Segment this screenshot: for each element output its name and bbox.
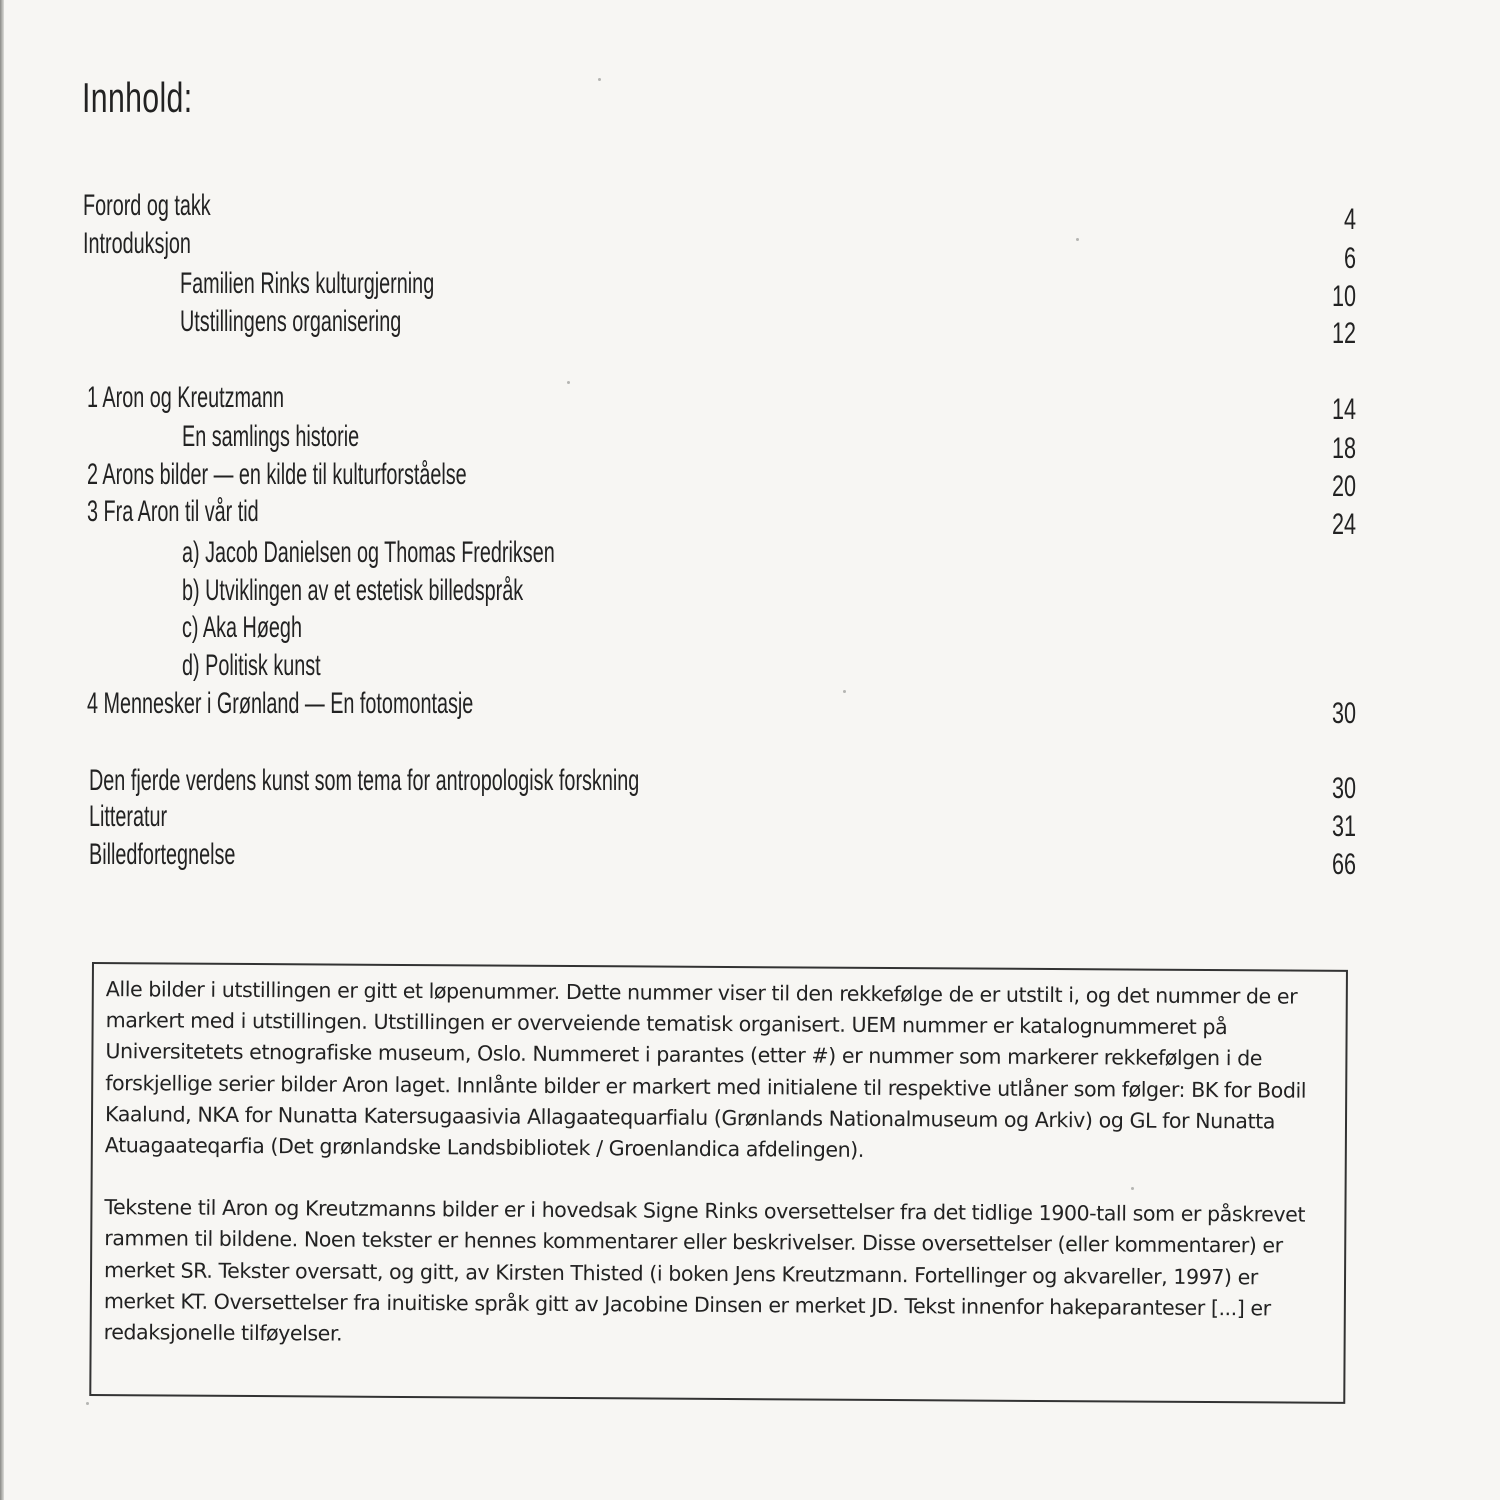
toc-entry-label: Utstillingens organisering (180, 305, 402, 338)
toc-entry-page: 12 (1331, 317, 1356, 350)
toc-entry-page: 30 (1331, 697, 1356, 730)
toc-entry-label: En samlings historie (182, 420, 360, 453)
paper-speck (1076, 238, 1079, 241)
toc-entry-label: d) Politisk kunst (182, 649, 321, 682)
explanatory-note-box (89, 962, 1348, 1404)
toc-entry-label: 3 Fra Aron til vår tid (87, 495, 259, 528)
toc-entry-page: 20 (1331, 470, 1356, 503)
toc-entry-label: Introduksjon (83, 227, 191, 260)
toc-entry-page: 4 (1343, 203, 1356, 236)
paper-speck (598, 78, 601, 81)
toc-entry-label: 2 Arons bilder — en kilde til kulturforståelse (87, 458, 467, 491)
toc-entry-page: 10 (1331, 280, 1356, 313)
paper-speck (843, 690, 846, 693)
toc-title: Innhold: (82, 74, 193, 121)
toc-entry-label: Billedfortegnelse (89, 838, 236, 871)
toc-entry-page: 14 (1331, 393, 1356, 426)
toc-entry-page: 66 (1331, 848, 1356, 881)
toc-entry-label: a) Jacob Danielsen og Thomas Fredriksen (182, 536, 555, 569)
toc-entry-page: 18 (1331, 432, 1356, 465)
page-edge-shadow (0, 0, 4, 1500)
note-paragraph: Tekstene til Aron og Kreutzmanns bilder er i hovedsak Signe Rinks oversettelser fra det tidlige 1900-tall som er påskrevet rammen til bildene. Noen tekster er hennes kommentarer eller beskrivelser. Disse oversettelser (eller kommentarer) er merket SR. Tekster oversatt, og gitt, av Kirsten Thisted (i boken Jens Kreutzmann. Fortellinger og akvareller, 1997) er merket KT. Oversettelser fra inuitiske språk gitt av Jacobine Dinsen er merket JD. Tekst innenfor hakeparanteser [...] er redaksjonelle tilføyelser. (103, 1195, 1306, 1346)
toc-entry-label: 4 Mennesker i Grønland — En fotomontasje (87, 687, 474, 720)
toc-entry-page: 30 (1331, 772, 1356, 805)
paper-speck (86, 1402, 89, 1405)
toc-entry-label: Litteratur (89, 800, 168, 833)
toc-entry-label: Forord og takk (83, 189, 211, 222)
note-paragraph: Alle bilder i utstillingen er gitt et løpenummer. Dette nummer viser til den rekkefølge de er utstilt i, og det nummer de er markert med i utstillingen. Utstillingen er overveiende tematisk organisert. UEM nummer er katalognummeret på Universitetets etnografiske museum, Oslo. Nummeret i parantes (etter #) er nummer som markerer rekkefølgen i de forskjellige serier bilder Aron laget. Innlånte bilder er markert med initialene til respektive utlåner som følger: BK for Bodil Kaalund, NKA for Nunatta Katersugaasivia Allagaatequarfialu (Grønlands Nationalmuseum og Arkiv) og GL for Nunatta Atuagaateqarfia (Det grønlandske Landsbibliotek / Groenlandica afdelingen). (104, 977, 1307, 1162)
toc-entry-label: Den fjerde verdens kunst som tema for antropologisk forskning (89, 764, 640, 797)
paper-speck (1131, 1187, 1134, 1190)
toc-entry-page: 6 (1343, 242, 1356, 275)
toc-entry-page: 24 (1331, 508, 1356, 541)
paper-speck (567, 381, 570, 384)
toc-entry-label: Familien Rinks kulturgjerning (180, 267, 435, 300)
toc-entry-label: 1 Aron og Kreutzmann (87, 381, 285, 414)
toc-entry-label: c) Aka Høegh (182, 611, 302, 644)
toc-entry-label: b) Utviklingen av et estetisk billedspråk (182, 574, 524, 607)
toc-entry-page: 31 (1331, 810, 1356, 843)
